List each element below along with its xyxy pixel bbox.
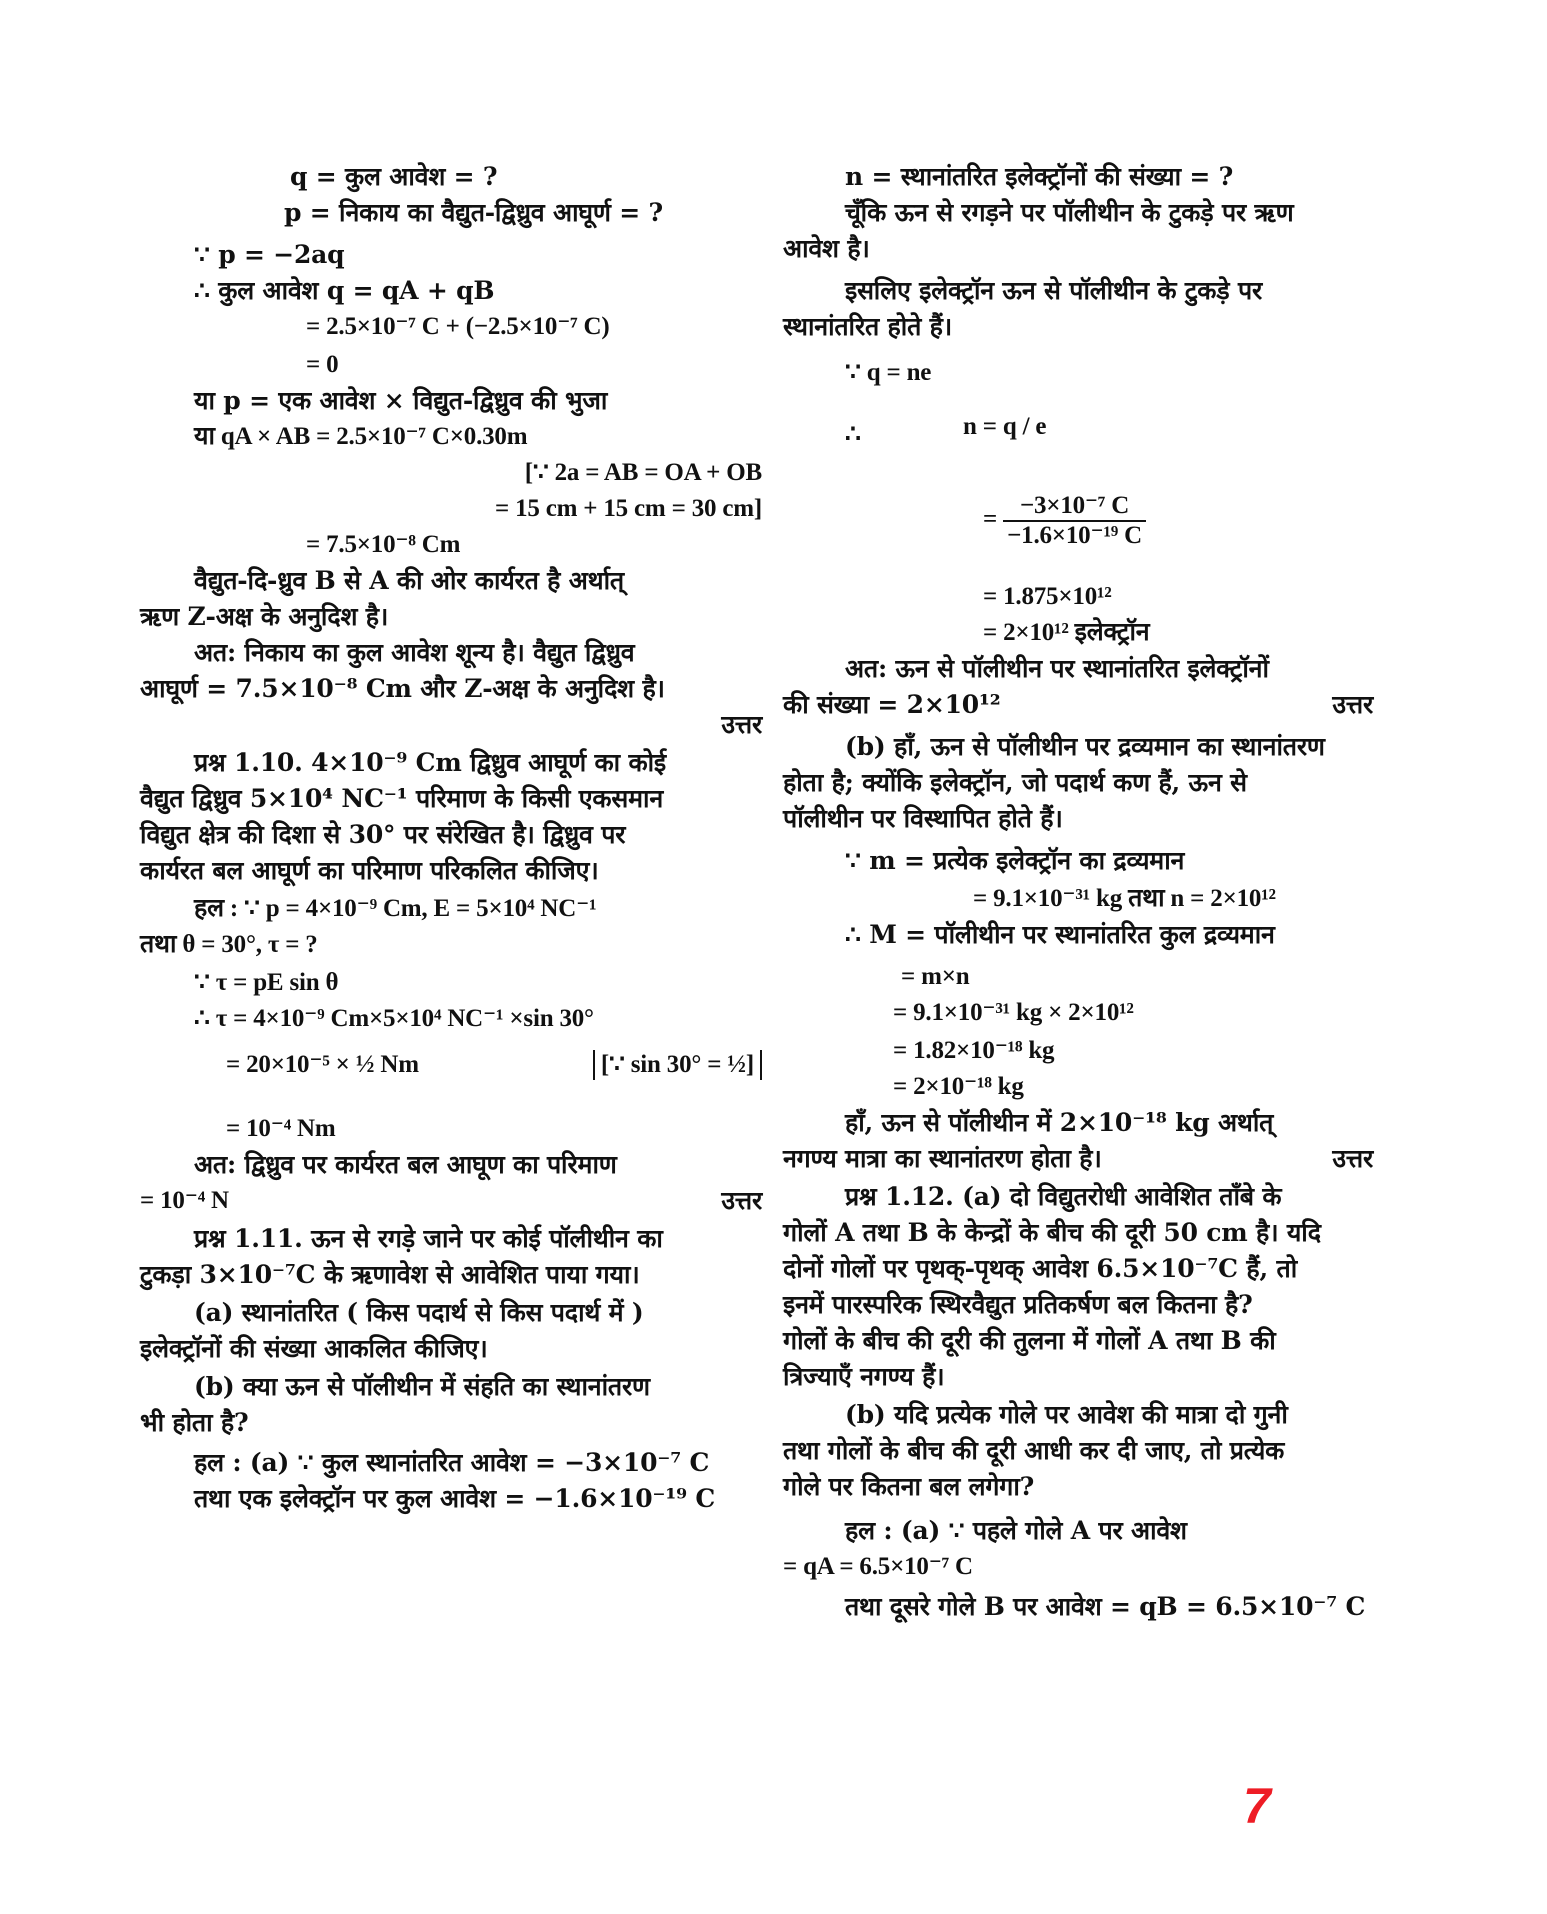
text-line: गोलों के बीच की दूरी की तुलना में गोलों A तथा B की (783, 1326, 1276, 1355)
equation-line: = 1.82×10⁻¹⁸ kg (893, 1037, 1055, 1064)
text-line: ऋण Z-अक्ष के अनुदिश है। (140, 602, 389, 631)
question-heading: प्रश्न 1.11. ऊन से रगड़े जाने पर कोई पॉलीथीन का (194, 1224, 663, 1253)
text-line: (a) स्थानांतरित ( किस पदार्थ से किस पदार्थ में ) (194, 1298, 644, 1327)
equation-line: = 7.5×10⁻⁸ Cm (306, 531, 461, 558)
text-line: टुकड़ा 3×10⁻⁷C के ऋणावेश से आवेशित पाया गया। (140, 1260, 640, 1289)
text-line: n = स्थानांतरित इलेक्ट्रॉनों की संख्या = ? (845, 162, 1234, 191)
text-line: (b) हाँ, ऊन से पॉलीथीन पर द्रव्यमान का स्थानांतरण (845, 732, 1325, 761)
text-line: त्रिज्याएँ नगण्य हैं। (783, 1362, 945, 1391)
text-line: नगण्य मात्रा का स्थानांतरण होता है। (783, 1144, 1102, 1173)
question-heading: प्रश्न 1.12. (a) दो विद्युतरोधी आवेशित ताँबे के (845, 1182, 1282, 1211)
fraction (1003, 492, 1146, 550)
text-line: इनमें पारस्परिक स्थिरवैद्युत प्रतिकर्षण बल कितना है? (783, 1290, 1253, 1319)
text-line: ∵ p = −2aq (194, 240, 345, 269)
text-line: वैद्युत-दि-ध्रुव B से A की ओर कार्यरत है अर्थात् (194, 566, 624, 595)
text-line: गोलों A तथा B के केन्द्रों के बीच की दूरी 50 cm है। यदि (783, 1218, 1321, 1247)
equals-sign: = (983, 505, 1004, 533)
text-line: स्थानांतरित होते हैं। (783, 312, 952, 341)
text-line: q = कुल आवेश = ? (290, 162, 498, 191)
equation-line: = 10⁻⁴ Nm (226, 1115, 336, 1142)
text-line: इसलिए इलेक्ट्रॉन ऊन से पॉलीथीन के टुकड़े पर (845, 276, 1262, 305)
text-line: की संख्या = 2×10¹² (783, 690, 1001, 719)
text-line: (b) क्या ऊन से पॉलीथीन में संहति का स्थानांतरण (194, 1372, 650, 1401)
solution-line: हल : (a) ∵ पहले गोले A पर आवेश (845, 1516, 1187, 1545)
fraction-equation (983, 492, 1146, 550)
solution-line: तथा दूसरे गोले B पर आवेश = qB = 6.5×10⁻⁷ C (845, 1592, 1366, 1621)
equation-line: = 2×10¹² इलेक्ट्रॉन (983, 619, 1150, 646)
equation-line: = 9.1×10⁻³¹ kg तथा n = 2×10¹² (973, 885, 1276, 912)
text-line: विद्युत क्षेत्र की दिशा से 30° पर संरेखित है। द्विध्रुव पर (140, 820, 626, 849)
text-line: आवेश है। (783, 234, 870, 263)
denominator: −1.6×10⁻¹⁹ C (1007, 522, 1142, 549)
text-line: कार्यरत बल आघूर्ण का परिमाण परिकलित कीजिए। (140, 856, 599, 885)
text-line: अत: निकाय का कुल आवेश शून्य है। वैद्युत द्विध्रुव (194, 638, 635, 667)
equation-line: हल : ∵ p = 4×10⁻⁹ Cm, E = 5×10⁴ NC⁻¹ (194, 895, 597, 922)
equation-line: = 9.1×10⁻³¹ kg × 2×10¹² (893, 999, 1134, 1026)
equation-line: = 1.875×10¹² (983, 583, 1112, 610)
equation-line: n = q / e (963, 413, 1047, 440)
equation-line: = 10⁻⁴ N (140, 1187, 229, 1214)
text-line: वैद्युत द्विध्रुव 5×10⁴ NC⁻¹ परिमाण के किसी एकसमान (140, 784, 664, 813)
text-line: अत: ऊन से पॉलीथीन पर स्थानांतरित इलेक्ट्रॉनों (845, 654, 1269, 683)
answer-label: उत्तर (721, 710, 762, 739)
text-line: पॉलीथीन पर विस्थापित होते हैं। (783, 804, 1063, 833)
answer-label: उत्तर (1332, 1144, 1373, 1173)
text-line: अत: द्विध्रुव पर कार्यरत बल आघूण का परिमाण (194, 1150, 617, 1179)
bracket: [∵ sin 30° = ½] (593, 1050, 762, 1080)
equation-line: [∵ 2a = AB = OA + OB (524, 459, 762, 486)
page-number: 7 (1243, 1778, 1271, 1834)
equation-line: ∴ τ = 4×10⁻⁹ Cm×5×10⁴ NC⁻¹ ×sin 30° (194, 1005, 594, 1032)
equation-line: = 2×10⁻¹⁸ kg (893, 1073, 1024, 1100)
text-line: ∴ कुल आवेश q = qA + qB (194, 276, 495, 305)
text-line: हाँ, ऊन से पॉलीथीन में 2×10⁻¹⁸ kg अर्थात् (845, 1108, 1274, 1137)
text-line: इलेक्ट्रॉनों की संख्या आकलित कीजिए। (140, 1334, 488, 1363)
equation-line: = qA = 6.5×10⁻⁷ C (783, 1553, 973, 1580)
text-line: या p = एक आवेश × विद्युत-द्विध्रुव की भुजा (194, 386, 608, 415)
solution-line: हल : (a) ∵ कुल स्थानांतरित आवेश = −3×10⁻⁷ C (194, 1448, 710, 1477)
text-line: (b) यदि प्रत्येक गोले पर आवेश की मात्रा दो गुनी (845, 1400, 1288, 1429)
text-line: तथा गोलों के बीच की दूरी आधी कर दी जाए, तो प्रत्येक (783, 1436, 1285, 1465)
equation-line: ∵ q = ne (845, 359, 932, 386)
question-heading: प्रश्न 1.10. 4×10⁻⁹ Cm द्विध्रुव आघूर्ण का कोई (194, 748, 666, 777)
therefore-symbol: ∴ (845, 421, 861, 448)
numerator: −3×10⁻⁷ C (1003, 492, 1146, 522)
bracket-note (593, 1050, 762, 1080)
answer-label: उत्तर (721, 1186, 762, 1215)
equation-line: या qA × AB = 2.5×10⁻⁷ C×0.30m (194, 423, 528, 450)
text-line: गोले पर कितना बल लगेगा? (783, 1472, 1035, 1501)
text-line: आघूर्ण = 7.5×10⁻⁸ Cm और Z-अक्ष के अनुदिश है। (140, 674, 665, 703)
text-line: ∴ M = पॉलीथीन पर स्थानांतरित कुल द्रव्यमान (845, 920, 1275, 949)
text-line: p = निकाय का वैद्युत-द्विध्रुव आघूर्ण = ? (284, 198, 663, 227)
solution-line: तथा एक इलेक्ट्रॉन पर कुल आवेश = −1.6×10⁻¹⁹ C (194, 1484, 716, 1513)
text-line: चूँकि ऊन से रगड़ने पर पॉलीथीन के टुकड़े पर ऋण (845, 198, 1294, 227)
text-line: दोनों गोलों पर पृथक्-पृथक् आवेश 6.5×10⁻⁷C हैं, तो (783, 1254, 1297, 1283)
text-line: होता है; क्योंकि इलेक्ट्रॉन, जो पदार्थ कण हैं, ऊन से (783, 768, 1247, 797)
equation-line: तथा θ = 30°, τ = ? (140, 931, 318, 958)
equation-line: = 2.5×10⁻⁷ C + (−2.5×10⁻⁷ C) (306, 313, 610, 340)
equation-line: = 0 (306, 351, 339, 378)
equation-line: ∵ τ = pE sin θ (194, 969, 339, 996)
equation-line: = m×n (901, 963, 970, 990)
answer-label: उत्तर (1332, 690, 1373, 719)
equation-line: = 20×10⁻⁵ × ½ Nm (226, 1051, 419, 1078)
text-line: भी होता है? (140, 1408, 249, 1437)
text-line: ∵ m = प्रत्येक इलेक्ट्रॉन का द्रव्यमान (845, 846, 1185, 875)
equation-line: = 15 cm + 15 cm = 30 cm] (494, 495, 762, 522)
